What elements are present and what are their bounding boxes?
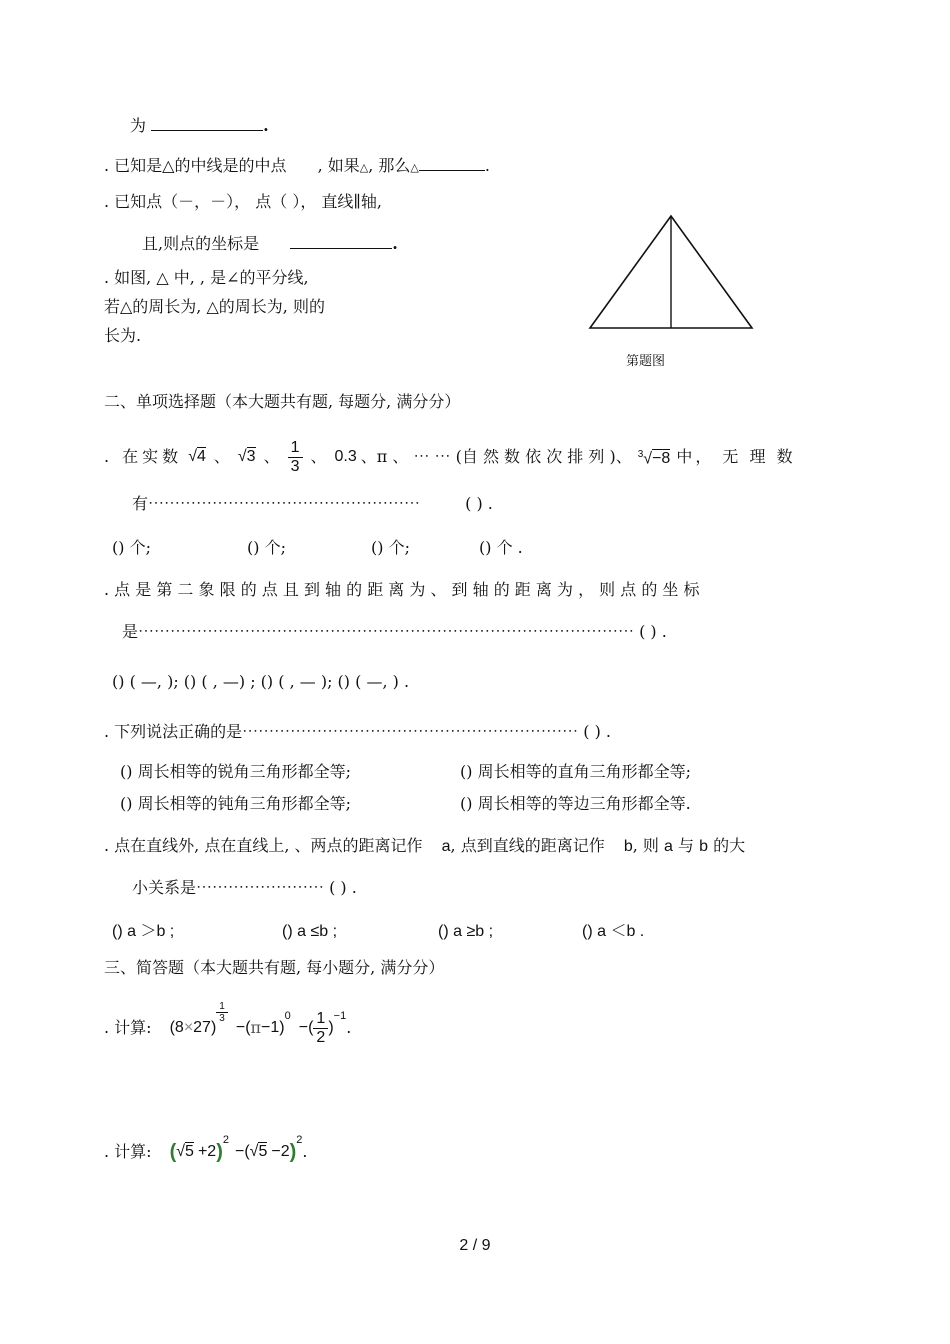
math: +2: [197, 1143, 217, 1160]
cube-root: $^3$√−8: [637, 448, 671, 468]
text: .: [263, 116, 269, 135]
option-c: () 周长相等的钝角三角形都全等;: [120, 794, 351, 813]
math: 27): [193, 1019, 217, 1036]
question-quadrant-line2: 是⋯⋯⋯⋯⋯⋯⋯⋯⋯⋯⋯⋯⋯⋯⋯⋯⋯⋯⋯⋯⋯⋯⋯⋯⋯⋯⋯⋯⋯⋯⋯ ( ) .: [122, 622, 667, 641]
text: . 已知是△的中线是的中点: [104, 156, 287, 175]
question-point-line2: [142, 234, 398, 254]
pi-symbol: π: [250, 1018, 262, 1037]
separator: 、: [263, 447, 280, 466]
paren: ): [289, 1141, 297, 1163]
question-quadrant-line1: . 点 是 第 二 象 限 的 点 且 到 轴 的 距 离 为 、 到 轴 的 距 离 为 ， 则 点 的 坐 标: [104, 580, 700, 599]
separator: 、: [213, 447, 230, 466]
var-b: b: [699, 838, 709, 855]
question-bisector-line2: 若△的周长为, △的周长为, 则的: [104, 297, 325, 316]
times-sign: ×: [183, 1019, 194, 1036]
var-a: a: [441, 838, 451, 855]
triangle-symbol: △: [359, 161, 369, 174]
option-b: () 个;: [247, 538, 286, 557]
fraction-one-third: [288, 439, 303, 476]
figure-caption: 第题图: [626, 354, 666, 369]
option-d: () a ＜b .: [582, 923, 645, 940]
radicand: 5: [258, 1143, 268, 1160]
question-irrational-line1: [104, 432, 846, 482]
text: .: [346, 1018, 352, 1037]
option-a: () 个;: [112, 538, 151, 557]
math: −(: [298, 1019, 314, 1036]
option-c: () 个;: [371, 538, 410, 557]
sqrt-5: √5: [249, 1143, 268, 1160]
exponent: 2: [296, 1134, 303, 1146]
var-b: b: [623, 838, 633, 855]
separator: 、: [310, 447, 327, 466]
option-b: () a ≤b ;: [282, 923, 338, 940]
root-index: 3: [637, 448, 644, 460]
text: 有⋯⋯⋯⋯⋯⋯⋯⋯⋯⋯⋯⋯⋯⋯⋯⋯⋯: [132, 494, 421, 513]
var-a: a: [664, 838, 673, 855]
numerator: 1: [288, 439, 303, 458]
text: .: [302, 1142, 308, 1161]
text: . 计算:: [104, 1018, 152, 1037]
sqrt-4: √4: [188, 448, 206, 465]
sqrt-3: √3: [237, 448, 256, 465]
question-median: [104, 156, 490, 178]
math: −(: [234, 1143, 250, 1160]
page-number: 2 / 9: [459, 1237, 491, 1254]
numerator: 1: [313, 1010, 328, 1029]
options-distance: [112, 922, 644, 942]
exponent: 2: [222, 1134, 229, 1146]
repeating-decimal: 0.3: [334, 448, 357, 465]
option-a: () 周长相等的锐角三角形都全等;: [120, 762, 351, 781]
paren: (: [169, 1141, 177, 1163]
option-a: () a ＞b ;: [112, 923, 175, 940]
options-quadrant: () ( —, ); () ( , —) ; () ( , — ); () ( —, ) .: [112, 672, 410, 691]
options-irrational: [112, 538, 523, 558]
text: , 则: [632, 836, 659, 855]
option-d: () 周长相等的等边三角形都全等.: [460, 794, 691, 813]
text: 为: [130, 116, 147, 135]
answer-paren: ( ) .: [465, 494, 493, 513]
text: , 点到直线的距离记作: [450, 836, 605, 855]
math: −1): [261, 1019, 285, 1036]
answer-blank: [290, 234, 392, 249]
triangle-symbol: △: [410, 161, 419, 174]
text: , 如果: [317, 156, 360, 175]
denominator: 3: [290, 457, 300, 475]
section-heading-3: 三、简答题（本大题共有题, 每小题分, 满分分）: [104, 958, 445, 977]
text: 中， 无 理 数: [676, 447, 796, 466]
option-c: () a ≥b ;: [438, 923, 494, 940]
sqrt-5: √5: [176, 1143, 194, 1160]
denominator: 2: [316, 1028, 326, 1046]
calc-2: [104, 1134, 307, 1170]
section-heading-2: 二、单项选择题（本大题共有题, 每题分, 满分分）: [104, 392, 461, 411]
option-b: () 周长相等的直角三角形都全等;: [460, 762, 691, 781]
denominator: 3: [219, 1012, 225, 1024]
fraction-one-half: [313, 1010, 328, 1047]
question-distance-line2: 小关系是⋯⋯⋯⋯⋯⋯⋯⋯ ( ) .: [132, 878, 357, 897]
radicand: −8: [652, 450, 671, 468]
text: .: [484, 156, 490, 175]
question-line-top: [130, 116, 269, 136]
text: .: [392, 234, 398, 253]
radicand: 5: [185, 1143, 194, 1160]
math: −2: [271, 1143, 290, 1160]
answer-blank: [151, 116, 263, 131]
text: 且,则点的坐标是: [142, 234, 260, 253]
calc-1: [104, 1000, 351, 1056]
math: ): [328, 1019, 334, 1036]
triangle-figure: [585, 212, 757, 336]
text: . 计算:: [104, 1142, 152, 1161]
option-d: () 个 .: [479, 538, 523, 557]
text: , 那么: [368, 156, 411, 175]
question-correct-line1: . 下列说法正确的是⋯⋯⋯⋯⋯⋯⋯⋯⋯⋯⋯⋯⋯⋯⋯⋯⋯⋯⋯⋯⋯ ( ) .: [104, 722, 612, 741]
question-bisector-line1: . 如图, △ 中, , 是∠的平分线,: [104, 268, 309, 287]
radicand: 4: [196, 448, 206, 465]
text: 与: [678, 836, 695, 855]
question-bisector-line3: 长为.: [104, 326, 142, 345]
exponent: −1: [333, 1010, 347, 1022]
numerator: 1: [216, 1001, 228, 1013]
radicand: 3: [246, 448, 256, 465]
question-point-line1: . 已知点（－，－）， 点（ ）， 直线∥轴,: [104, 192, 382, 211]
answer-blank: [419, 156, 485, 171]
exponent: 0: [284, 1010, 291, 1022]
question-irrational-line2: [132, 494, 493, 514]
text: 的大: [713, 836, 746, 855]
exponent-one-third: [216, 1001, 228, 1024]
math: −(: [235, 1019, 251, 1036]
paren: ): [216, 1141, 223, 1163]
text: 、π 、 ⋯ ⋯ (自 然 数 依 次 排 列 )、: [360, 447, 632, 466]
question-distance-line1: [104, 836, 745, 857]
text: . 点在直线外, 点在直线上, 、两点的距离记作: [104, 836, 423, 855]
text: . 在实数: [104, 447, 183, 466]
math: (8: [169, 1019, 184, 1036]
